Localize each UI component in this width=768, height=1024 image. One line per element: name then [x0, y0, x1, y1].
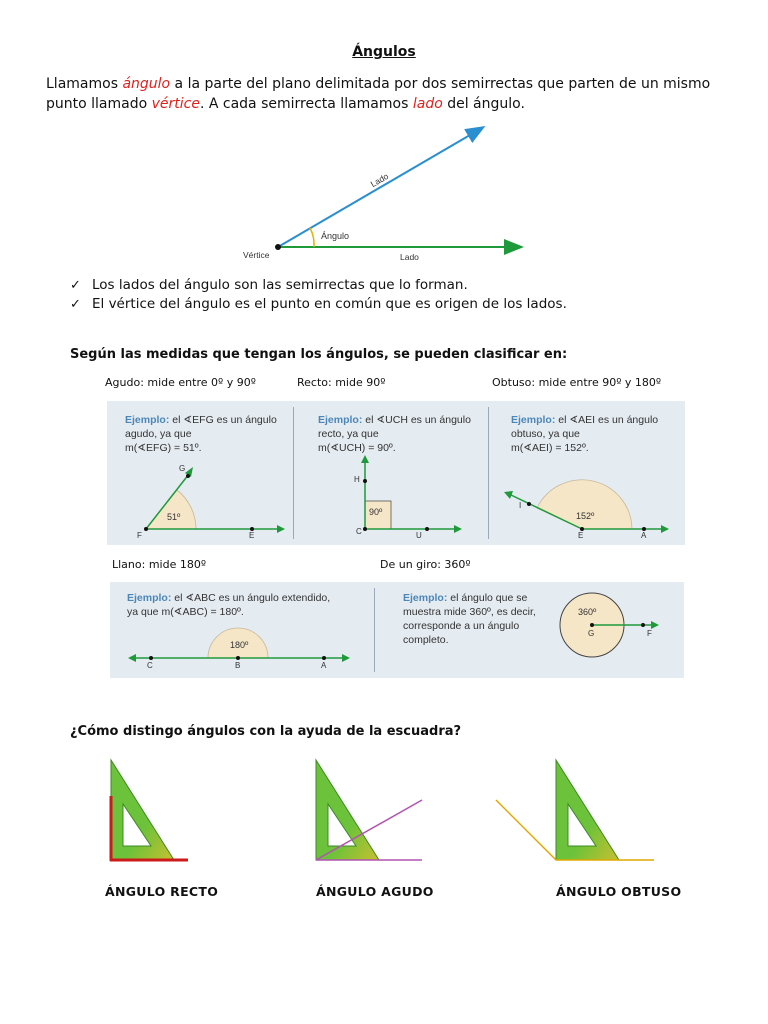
set-square-recto — [100, 756, 200, 866]
point-label: A — [641, 531, 647, 540]
term-vertice: vértice — [151, 96, 200, 112]
set-square-agudo — [306, 756, 436, 866]
point-label: U — [416, 531, 422, 540]
angle-value: 90º — [369, 507, 383, 517]
label-angulo-recto: ÁNGULO RECTO — [105, 884, 219, 899]
side-label-bottom: Lado — [400, 252, 419, 262]
recto-example-text: Ejemplo: el ∢UCH es un ángulo recto, ya que m(∢UCH) = 90º. — [318, 414, 471, 454]
set-square-obtuso — [490, 756, 660, 866]
vertex-label: Vértice — [243, 250, 270, 260]
term-lado: lado — [412, 96, 443, 112]
escuadra-heading: ¿Cómo distingo ángulos con la ayuda de la escuadra? — [70, 724, 462, 739]
classification-heading: Según las medidas que tengan los ángulos, se pueden clasificar en: — [70, 347, 568, 362]
examples-panel-row1 — [107, 401, 685, 545]
term-angulo: ángulo — [122, 76, 171, 92]
giro-caption: De un giro: 360º — [380, 558, 471, 571]
intro-text-4: del ángulo. — [442, 96, 525, 112]
agudo-example-text: Ejemplo: el ∢EFG es un ángulo agudo, ya que m(∢EFG) = 51º. — [125, 414, 277, 454]
point-label: F — [647, 629, 652, 638]
point-label: C — [356, 527, 362, 536]
label-angulo-agudo: ÁNGULO AGUDO — [316, 884, 434, 899]
point-label: E — [249, 531, 255, 540]
list-item: ✓ El vértice del ángulo es el punto en común que es origen de los lados. — [70, 296, 567, 312]
examples-panel-row2 — [110, 582, 684, 678]
angle-value: 360º — [578, 607, 597, 617]
point-label: G — [179, 464, 186, 473]
point-label: A — [321, 661, 327, 670]
angle-value: 152º — [576, 511, 595, 521]
intro-text-3: . A cada semirrecta llamamos — [199, 96, 413, 112]
intro-paragraph — [46, 74, 736, 114]
point-label: I — [519, 501, 522, 510]
obtuso-figure — [489, 401, 685, 545]
agudo-caption: Agudo: mide entre 0º y 90º — [105, 376, 256, 389]
obtuso-caption: Obtuso: mide entre 90º y 180º — [492, 376, 662, 389]
giro-figure — [375, 582, 684, 678]
angle-arc — [310, 228, 314, 247]
label-angulo-obtuso: ÁNGULO OBTUSO — [556, 884, 682, 899]
angle-value: 51º — [167, 512, 181, 522]
intro-text-2: a la parte del plano delimitada por dos semirrectas que parten de un mismo punto llamado — [46, 76, 711, 112]
point-label: H — [354, 475, 360, 484]
giro-example-text: Ejemplo: el ángulo que se muestra mide 360º, es decir, corresponde a un ángulo completo. — [403, 592, 536, 646]
page-title: Ángulos — [352, 44, 416, 60]
recto-figure — [294, 401, 488, 545]
llano-caption: Llano: mide 180º — [112, 558, 207, 571]
point-label: C — [147, 661, 153, 670]
list-item: ✓ Los lados del ángulo son las semirrectas que lo forman. — [70, 277, 468, 293]
check-icon: ✓ — [70, 278, 81, 293]
agudo-figure — [107, 401, 293, 545]
upper-side-ray — [278, 128, 482, 247]
point-label: G — [588, 629, 595, 638]
point-label: B — [235, 661, 241, 670]
angle-diagram — [230, 118, 530, 268]
llano-example-text: Ejemplo: el ∢ABC es un ángulo extendido, ya que m(∢ABC) = 180º. — [127, 592, 331, 618]
point-label: F — [137, 531, 142, 540]
intro-text-1: Llamamos — [46, 76, 123, 92]
side-label-top: Lado — [368, 170, 391, 190]
point-label: E — [578, 531, 584, 540]
vertex-point — [275, 244, 281, 250]
check-icon: ✓ — [70, 297, 81, 312]
obtuso-example-text: Ejemplo: el ∢AEI es un ángulo obtuso, ya que m(∢AEI) = 152º. — [511, 414, 659, 454]
angle-value: 180º — [230, 640, 249, 650]
angle-label: Ángulo — [321, 231, 350, 241]
bullet-list — [70, 276, 567, 314]
recto-caption: Recto: mide 90º — [297, 376, 386, 389]
